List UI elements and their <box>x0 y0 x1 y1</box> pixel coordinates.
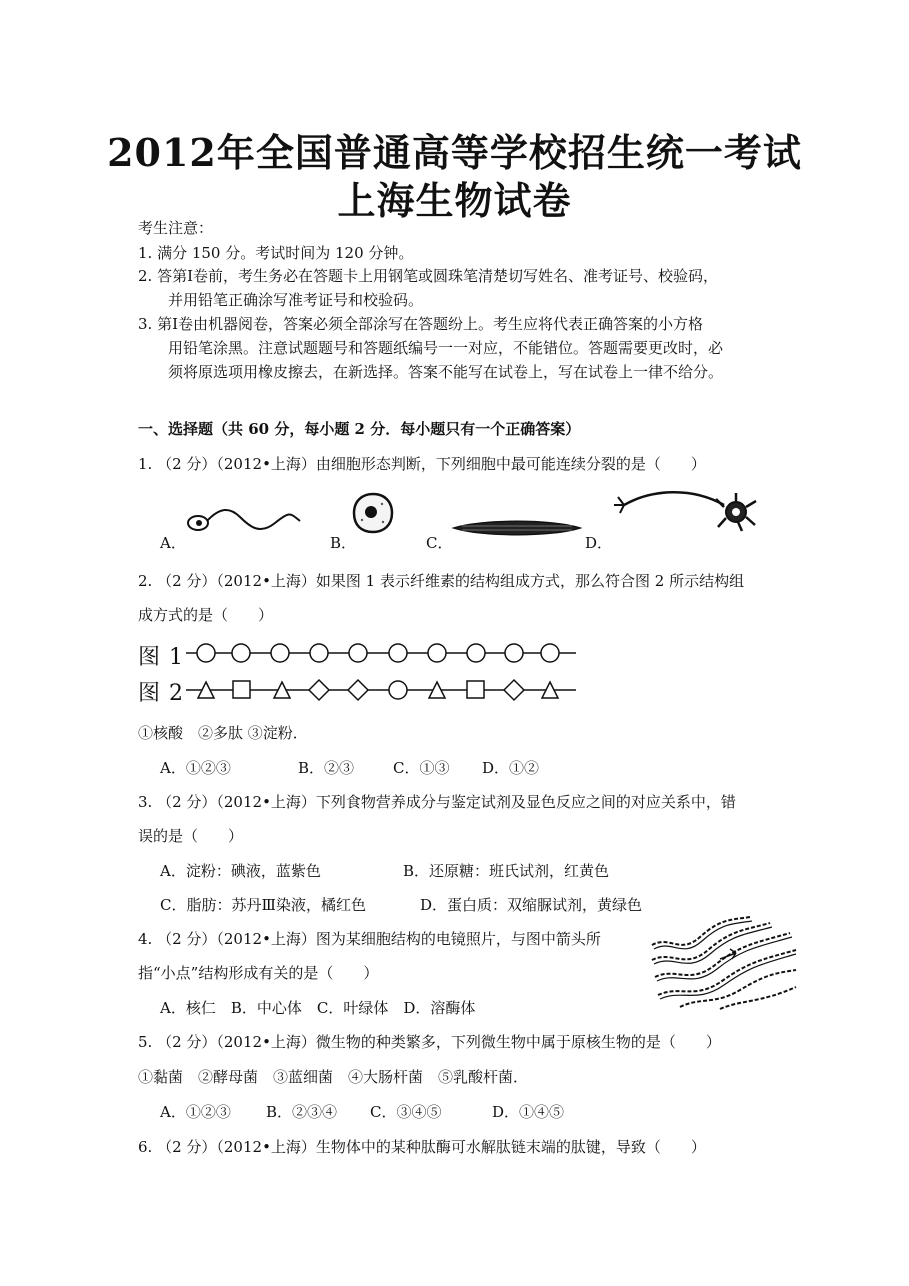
notice-item-3b: 用铅笔涂黑。注意试题题号和答题纸编号一一对应，不能错位。答题需要更改时，必 <box>168 339 724 357</box>
q2-text-2: 成方式的是（ ） <box>138 606 274 624</box>
figure-2-chain <box>186 678 576 702</box>
q5-items: ①黏菌 ②酵母菌 ③蓝细菌 ④大肠杆菌 ⑤乳酸杆菌． <box>138 1068 529 1086</box>
q5-text: 5. （2 分）（2012•上海）微生物的种类繁多，下列微生物中属于原核生物的是（ ） <box>138 1033 721 1051</box>
q3-option-a: A．淀粉：碘液，蓝紫色 <box>160 862 321 880</box>
spindle-cell-image <box>452 517 582 539</box>
q5-option-b: B．②③④ <box>266 1103 338 1121</box>
sperm-cell-image <box>185 505 305 540</box>
figure-2-label: 图 2 <box>138 681 184 706</box>
q2-option-c: C．①③ <box>393 759 450 777</box>
title-line-2: 上海生物试卷 <box>337 178 572 223</box>
q1-option-b-label: B． <box>330 534 357 552</box>
title-line-1: 2012年全国普通高等学校招生统一考试 <box>107 130 802 175</box>
q2-text-1: 2. （2 分）（2012•上海）如果图 1 表示纤维素的结构组成方式，那么符合图 2 所示结构组 <box>138 572 745 590</box>
notice-item-3a: 3. 第Ⅰ卷由机器阅卷，答案必须全部涂写在答题纷上。考生应将代表正确答案的小方格 <box>138 315 704 333</box>
q6-text: 6. （2 分）（2012•上海）生物体中的某种肽酶可水解肽链末端的肽键，导致（ ） <box>138 1138 706 1156</box>
notice-item-2a: 2. 答第Ⅰ卷前，考生务必在答题卡上用钢笔或圆珠笔清楚切写姓名、准考证号、校验码， <box>138 267 719 285</box>
q2-items: ①核酸 ②多肽 ③淀粉． <box>138 724 308 742</box>
figure-1-label: 图 1 <box>138 645 184 670</box>
q3-option-c: C．脂肪：苏丹Ⅲ染液，橘红色 <box>160 896 366 914</box>
neuron-image <box>612 485 762 535</box>
q4-text-1: 4. （2 分）（2012•上海）图为某细胞结构的电镜照片，与图中箭头所 <box>138 930 601 948</box>
section-heading: 一、选择题（共 60 分，每小题 2 分．每小题只有一个正确答案） <box>138 420 581 438</box>
q2-option-d: D．①② <box>482 759 540 777</box>
electron-micrograph-image <box>650 915 798 1010</box>
figure-1-chain <box>186 642 576 664</box>
q2-option-b: B．②③ <box>298 759 355 777</box>
q1-option-d-label: D． <box>585 534 613 552</box>
q4-options: A．核仁 B．中心体 C．叶绿体 D．溶酶体 <box>160 999 476 1017</box>
notice-item-2b: 并用铅笔正确涂写准考证号和校验码。 <box>168 291 424 309</box>
q3-option-b: B．还原糖：班氏试剂，红黄色 <box>403 862 610 880</box>
q3-option-d: D．蛋白质：双缩脲试剂，黄绿色 <box>420 896 643 914</box>
round-cell-image <box>352 492 394 534</box>
q1-text: 1. （2 分）（2012•上海）由细胞形态判断，下列细胞中最可能连续分裂的是（ ） <box>138 455 706 473</box>
q5-option-c: C．③④⑤ <box>370 1103 442 1121</box>
q5-option-a: A．①②③ <box>160 1103 231 1121</box>
q4-text-2: 指“小点”结构形成有关的是（ ） <box>138 964 379 982</box>
notice-heading: 考生注意： <box>138 219 214 237</box>
q3-text-2: 误的是（ ） <box>138 827 244 845</box>
q2-option-a: A．①②③ <box>160 759 231 777</box>
q1-option-c-label: C． <box>426 534 453 552</box>
q5-option-d: D．①④⑤ <box>492 1103 565 1121</box>
q1-option-a-label: A． <box>160 534 186 552</box>
notice-item-3c: 须将原选项用橡皮擦去，在新选择。答案不能写在试卷上，写在试卷上一律不给分。 <box>168 363 724 381</box>
notice-item-1: 1. 满分 150 分。考试时间为 120 分钟。 <box>138 244 414 262</box>
q3-text-1: 3. （2 分）（2012•上海）下列食物营养成分与鉴定试剂及显色反应之间的对应关系中，错 <box>138 793 736 811</box>
